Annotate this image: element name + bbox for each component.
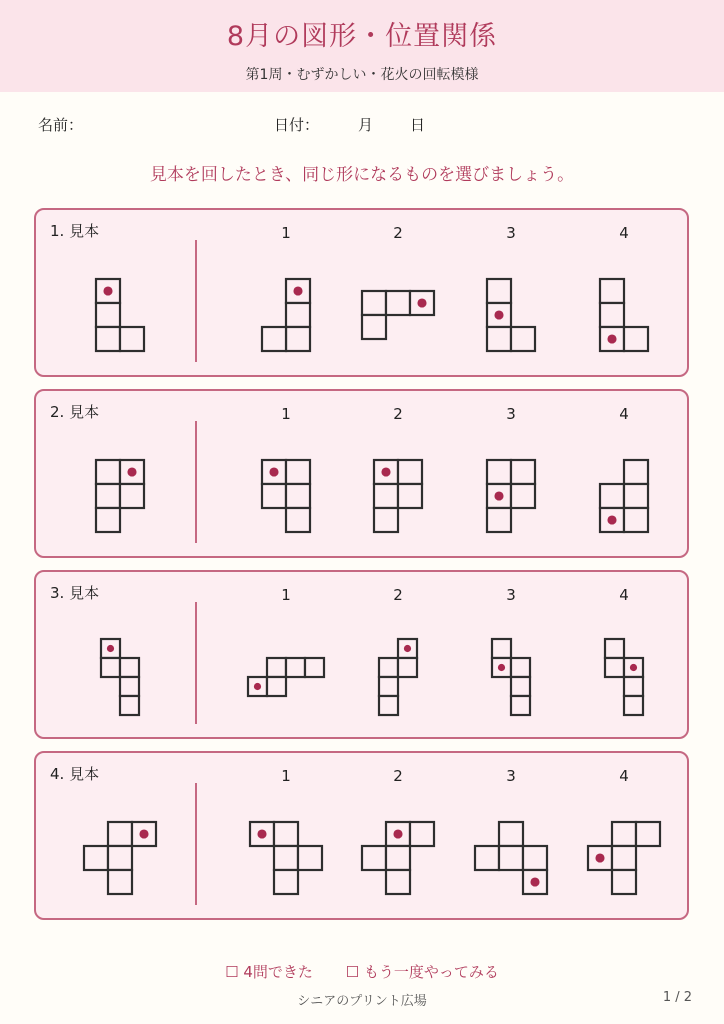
grid-cell (386, 846, 410, 870)
page-subtitle: 第1周・むずかしい・花火の回転模様 (245, 67, 479, 83)
marker-dot (107, 645, 114, 652)
grid-cell (379, 658, 398, 677)
grid-cell (511, 677, 530, 696)
problem-label: 1. 見本 (50, 222, 100, 240)
grid-cell (487, 460, 511, 484)
grid-cell (362, 291, 386, 315)
date-label: 日付： (274, 116, 320, 134)
option-shape-2 (379, 639, 417, 715)
footer-brand: シニアのプリント広場 (297, 994, 427, 1009)
marker-dot (607, 515, 616, 524)
marker-dot (494, 491, 503, 500)
sample-shape (96, 279, 144, 351)
grid-cell (374, 508, 398, 532)
grid-cell (286, 484, 310, 508)
grid-cell (96, 327, 120, 351)
grid-cell (298, 846, 322, 870)
marker-dot (404, 645, 411, 652)
divider-line (195, 240, 197, 362)
grid-cell (511, 460, 535, 484)
option-number: 1 (281, 586, 291, 604)
grid-cell (398, 658, 417, 677)
marker-dot (293, 286, 302, 295)
page-number: 1 / 2 (662, 990, 692, 1005)
marker-dot (417, 298, 426, 307)
marker-dot (127, 467, 136, 476)
month-label: 月 (358, 116, 374, 134)
option-shape-3 (487, 279, 535, 351)
marker-dot (139, 829, 148, 838)
option-number: 4 (619, 586, 629, 604)
marker-dot (381, 467, 390, 476)
grid-cell (286, 303, 310, 327)
grid-cell (605, 658, 624, 677)
marker-dot (498, 664, 505, 671)
grid-cell (624, 508, 648, 532)
grid-cell (120, 327, 144, 351)
option-number: 2 (393, 586, 403, 604)
grid-cell (612, 870, 636, 894)
grid-cell (274, 870, 298, 894)
grid-cell (487, 508, 511, 532)
sample-shape (96, 460, 144, 532)
marker-dot (103, 286, 112, 295)
grid-cell (108, 822, 132, 846)
problem-label: 4. 見本 (50, 765, 100, 783)
option-shape-1 (248, 658, 324, 696)
marker-dot (257, 829, 266, 838)
marker-dot (630, 664, 637, 671)
grid-cell (624, 696, 643, 715)
option-number: 4 (619, 224, 629, 242)
check-row (0, 961, 724, 982)
marker-dot (530, 877, 539, 886)
grid-cell (286, 508, 310, 532)
grid-cell (386, 870, 410, 894)
grid-cell (499, 846, 523, 870)
option-shape-1 (262, 460, 310, 532)
grid-cell (84, 846, 108, 870)
grid-cell (286, 658, 305, 677)
grid-cell (96, 484, 120, 508)
grid-cell (120, 696, 139, 715)
grid-cell (274, 822, 298, 846)
grid-cell (120, 484, 144, 508)
problem-label: 2. 見本 (50, 403, 100, 421)
grid-cell (499, 822, 523, 846)
grid-cell (487, 279, 511, 303)
grid-cell (362, 315, 386, 339)
problem-card-1 (34, 208, 689, 377)
grid-cell (305, 658, 324, 677)
problem-card-3 (34, 570, 689, 739)
grid-cell (511, 658, 530, 677)
grid-cell (410, 822, 434, 846)
option-number: 3 (506, 224, 516, 242)
option-number: 1 (281, 767, 291, 785)
option-shape-4 (605, 639, 643, 715)
option-number: 1 (281, 405, 291, 423)
grid-cell (96, 460, 120, 484)
grid-cell (475, 846, 499, 870)
option-shape-2 (362, 291, 434, 339)
marker-dot (393, 829, 402, 838)
marker-dot (595, 853, 604, 862)
grid-cell (624, 677, 643, 696)
grid-cell (605, 639, 624, 658)
marker-dot (607, 334, 616, 343)
grid-cell (262, 484, 286, 508)
check-retry[interactable]: ☐ もう一度やってみる (345, 963, 499, 981)
sample-shape (84, 822, 156, 894)
grid-cell (274, 846, 298, 870)
option-shape-1 (250, 822, 322, 894)
grid-cell (286, 460, 310, 484)
problem-label: 3. 見本 (50, 584, 100, 602)
grid-cell (600, 484, 624, 508)
divider-line (195, 421, 197, 543)
day-label: 日 (410, 116, 426, 134)
option-number: 2 (393, 224, 403, 242)
check-done[interactable]: ☐ 4問できた (225, 963, 313, 981)
grid-cell (267, 658, 286, 677)
option-shape-4 (600, 460, 648, 532)
option-number: 4 (619, 405, 629, 423)
option-shape-2 (374, 460, 422, 532)
grid-cell (600, 279, 624, 303)
grid-cell (267, 677, 286, 696)
option-shape-1 (262, 279, 310, 351)
option-number: 2 (393, 405, 403, 423)
grid-cell (612, 846, 636, 870)
grid-cell (262, 327, 286, 351)
option-number: 1 (281, 224, 291, 242)
option-shape-3 (487, 460, 535, 532)
grid-cell (636, 822, 660, 846)
grid-cell (624, 327, 648, 351)
grid-cell (398, 484, 422, 508)
name-label: 名前： (38, 116, 84, 134)
grid-cell (96, 303, 120, 327)
grid-cell (120, 658, 139, 677)
sample-shape (101, 639, 139, 715)
grid-cell (362, 846, 386, 870)
option-number: 3 (506, 405, 516, 423)
option-shape-4 (600, 279, 648, 351)
option-number: 2 (393, 767, 403, 785)
marker-dot (254, 683, 261, 690)
page-header (0, 0, 724, 92)
option-number: 4 (619, 767, 629, 785)
marker-dot (494, 310, 503, 319)
page-title: 8月の図形・位置関係 (226, 21, 498, 52)
grid-cell (108, 846, 132, 870)
option-shape-3 (475, 822, 547, 894)
grid-cell (379, 677, 398, 696)
problem-card-4 (34, 751, 689, 920)
option-shape-2 (362, 822, 434, 894)
grid-cell (286, 327, 310, 351)
grid-cell (487, 327, 511, 351)
grid-cell (523, 846, 547, 870)
option-number: 3 (506, 586, 516, 604)
grid-cell (374, 484, 398, 508)
option-shape-3 (492, 639, 530, 715)
grid-cell (511, 484, 535, 508)
grid-cell (108, 870, 132, 894)
grid-cell (624, 460, 648, 484)
grid-cell (624, 484, 648, 508)
grid-cell (101, 658, 120, 677)
grid-cell (492, 639, 511, 658)
grid-cell (398, 460, 422, 484)
grid-cell (511, 696, 530, 715)
option-number: 3 (506, 767, 516, 785)
grid-cell (120, 677, 139, 696)
instruction: 見本を回したとき、同じ形になるものを選びましょう。 (149, 165, 575, 185)
divider-line (195, 602, 197, 724)
option-shape-4 (588, 822, 660, 894)
grid-cell (612, 822, 636, 846)
marker-dot (269, 467, 278, 476)
grid-cell (379, 696, 398, 715)
grid-cell (600, 303, 624, 327)
grid-cell (511, 327, 535, 351)
grid-cell (386, 291, 410, 315)
problem-card-2 (34, 389, 689, 558)
grid-cell (96, 508, 120, 532)
divider-line (195, 783, 197, 905)
